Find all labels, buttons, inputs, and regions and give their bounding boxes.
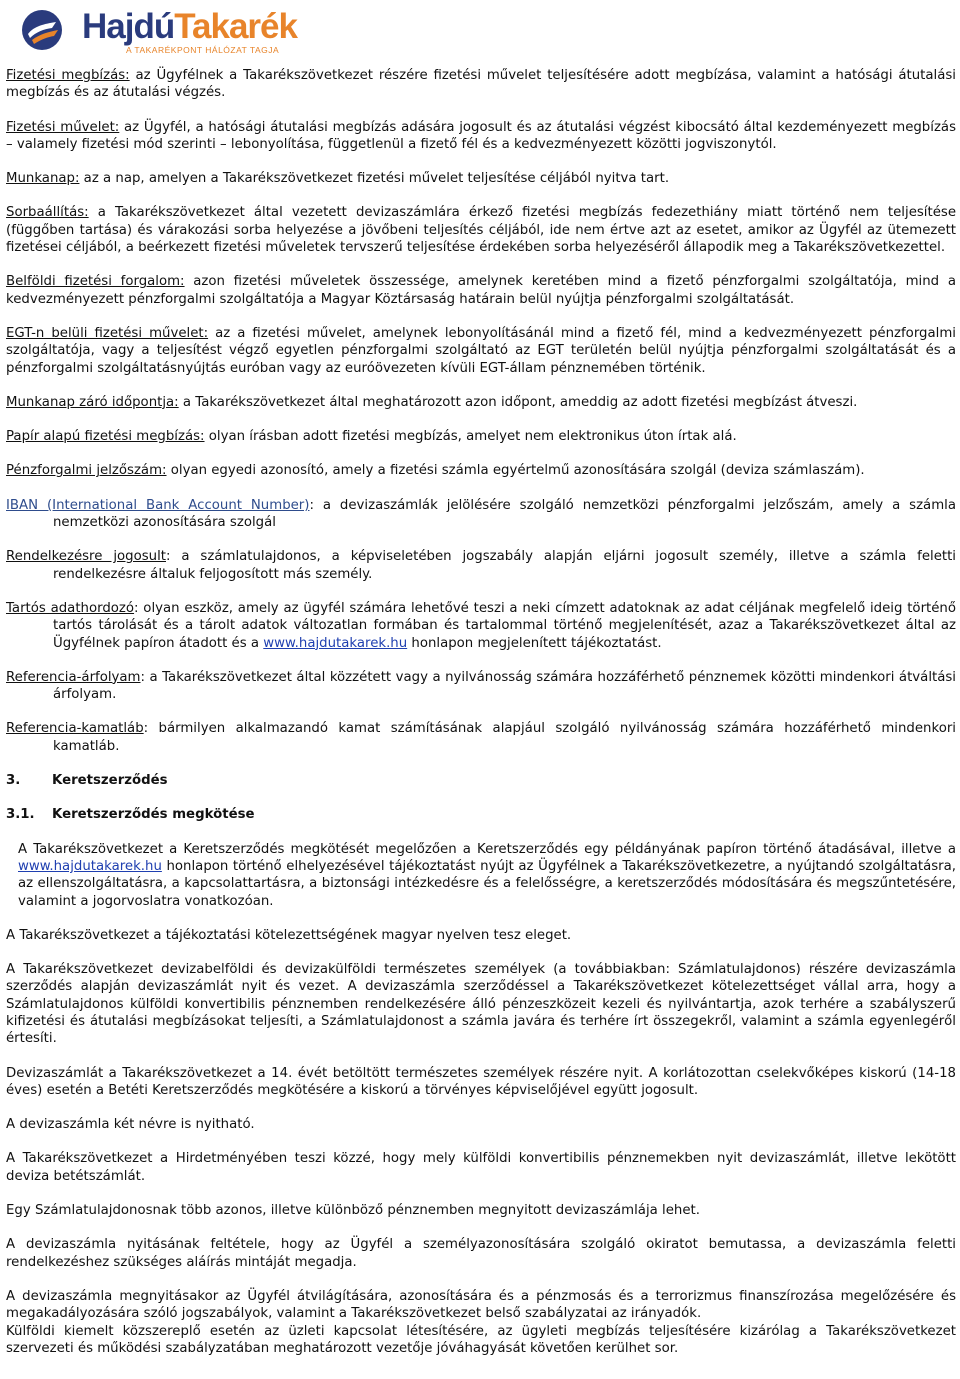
definition-term: Rendelkezésre jogosult xyxy=(6,549,166,565)
definition: Munkanap: az a nap, amelyen a Takarékszövetkezet fizetési művelet teljesítése céljából nyitva tart. xyxy=(6,171,670,187)
definition-term: Sorbaállítás: xyxy=(6,205,89,221)
definition: Papír alapú fizetési megbízás: olyan írásban adott fizetési megbízás, amelyet nem elektronikus úton írtak alá. xyxy=(6,429,737,445)
definition: IBAN (International Bank Account Number): a devizaszámlák jelölésére szolgáló nemzetközi pénzforgalmi jelzőszám, amely a számla nemzetközi azonosítására szolgál xyxy=(6,497,956,531)
definition-term: Belföldi fizetési forgalom: xyxy=(6,274,185,290)
definition-term: Referencia-árfolyam xyxy=(6,669,141,685)
definition-term: Tartós adathordozó xyxy=(6,600,135,616)
definition-term: EGT-n belüli fizetési művelet: xyxy=(6,325,209,341)
definition-term: Fizetési megbízás: xyxy=(6,68,130,83)
paragraph: Külföldi kiemelt közszereplő esetén az üzleti kapcsolat létesítésére, az ügyleti megbízás teljesítésére kizárólag a Takarékszövetkezet szervezeti és működési szabályzatában meghatározott vezetője jóváhagyását követően kerülhet sor. xyxy=(6,1323,956,1356)
definition: Fizetési megbízás: az Ügyfélnek a Takarékszövetkezet részére fizetési művelet teljesítésére adott megbízása, valamint a hatósági átutalási megbízás és az átutalási végzés. xyxy=(6,68,956,101)
section-heading: 3. Keretszerződés xyxy=(6,773,168,789)
definition: Referencia-árfolyam: a Takarékszövetkezet által közzétett vagy a nyilvánosság számára hozzáférhető pénznemek közötti mindenkori átváltási árfolyam. xyxy=(6,669,956,703)
paragraph: A devizaszámla megnyitásakor az Ügyfél átvilágítására, azonosítására és a pénzmosás és a terrorizmus finanszírozása megelőzésére és megakadályozására szóló jogszabályok, valamint a Takarékszövetkezet belső szabályzatai az irányadók. xyxy=(6,1288,956,1322)
definition: Tartós adathordozó: olyan eszköz, amely az ügyfél számára lehetővé teszi a neki címzett adatoknak az adat céljának megfelelő ideig történő tartós tárolását és a tárolt adatok változatlan formában és tartalommal történő megjelenítését, azaz a Takarékszövetkezet által az Ügyfélnek papíron átadott és a www.hajdutakarek.hu honlapon megjelenített tájékoztatást. xyxy=(6,600,956,651)
logo-tagline: A TAKARÉKPONT HÁLÓZAT TAGJA xyxy=(126,45,280,55)
definition: Fizetési művelet: az Ügyfél, a hatósági átutalási megbízás adására jogosult és az átutalási végzést kibocsátó által kezdeményezett megbízás – valamely fizetési mód szerinti – lebonyolítása, függetlenül a fizető fél és a kedvezményezett közötti jogviszonytól. xyxy=(6,119,956,152)
paragraph: A Takarékszövetkezet a tájékoztatási kötelezettségének magyar nyelven tesz eleget. xyxy=(6,927,572,943)
definition-term: Pénzforgalmi jelzőszám: xyxy=(6,463,167,479)
paragraph: A Takarékszövetkezet a Keretszerződés megkötését megelőzően a Keretszerződés egy példányának papíron történő átadásával, illetve a www.hajdutakarek.hu honlapon történő elhelyezésével tájékoztatást nyújt az Ügyfélnek a Takarékszövetkezetre, a nyújtandó szolgáltatásra, az ellenszolgáltatásra, a kapcsolattartásra, a biztonsági intézkedésre és a felelősségre, a keretszerződés módosítására és megszűntetésére, valamint a jogorvoslatra vonatkozóan. xyxy=(18,841,956,909)
definition: Pénzforgalmi jelzőszám: olyan egyedi azonosító, amely a fizetési számla egyértelmű azonosítására szolgál (deviza számlaszám). xyxy=(6,463,865,479)
definition: Belföldi fizetési forgalom: azon fizetési műveletek összessége, amelynek keretében mind a fizető pénzforgalmi szolgáltatója, mind a kedvezményezett pénzforgalmi szolgáltatója a Magyar Köztársaság határain belül nyújtja pénzforgalmi szolgáltatását. xyxy=(6,274,956,307)
paragraph: Devizaszámlát a Takarékszövetkezet a 14. évét betöltött természetes személyek részére nyit. A korlátozottan cselekvőképes kiskorú (14-18 éves) esetén a Betéti Keretszerződés megkötésére a kiskorú a törvényes képviselőjével együtt jogosult. xyxy=(6,1065,956,1098)
definition: Munkanap záró időpontja: a Takarékszövetkezet által meghatározott azon időpont, ameddig az adott fizetési megbízást átveszi. xyxy=(6,394,858,410)
document-body xyxy=(6,67,956,1357)
definition-term: Munkanap: xyxy=(6,171,80,187)
definition-term: Fizetési művelet: xyxy=(6,119,120,135)
website-link[interactable]: www.hajdutakarek.hu xyxy=(263,635,408,651)
paragraph: A Takarékszövetkezet a Hirdetményében teszi közzé, hogy mely külföldi konvertibilis pénznemekben nyit devizaszámlát, illetve lekötött deviza betétszámlát. xyxy=(6,1151,956,1184)
paragraph: Egy Számlatulajdonosnak több azonos, illetve különböző pénznemben megnyitott devizaszámlája lehet. xyxy=(6,1203,700,1219)
definition: Sorbaállítás: a Takarékszövetkezet által vezetett devizaszámlára érkező fizetési megbízás fedezethiány miatt történő nem teljesítése (függőben tartása) és várakozási sorba helyezése a jövőbeni teljesítés céljából, ide nem értve azt az esetet, amikor az Ügyfél az ütemezett fizetései céljából, a beérkezett fizetési műveletek tervszerű teljesítése érdekében sorba helyezéséről állapodik meg a Takarékszövetkezettel. xyxy=(6,205,956,256)
definition-term: IBAN (International Bank Account Number) xyxy=(6,497,310,513)
paragraph: A devizaszámla két névre is nyitható. xyxy=(6,1117,255,1133)
definition-term: Munkanap záró időpontja: xyxy=(6,394,179,410)
definition: Referencia-kamatláb: bármilyen alkalmazandó kamat számításának alapjául szolgáló nyilvánosság számára hozzáférhető mindenkori kamatláb. xyxy=(6,721,956,754)
section-heading: 3.1. Keretszerződés megkötése xyxy=(6,807,255,823)
logo xyxy=(18,4,297,58)
logo-mark-icon xyxy=(20,8,64,52)
definition: EGT-n belüli fizetési művelet: az a fizetési művelet, amelynek lebonyolításánál mind a fizető fél, mind a kedvezményezett pénzforgalmi szolgáltatója, vagy a teljesítést végző egyetlen pénzforgalmi szolgáltató az EGT területén belül nyújtja pénzforgalmi szolgáltatását és a pénzforgalmi szolgáltatásnyújtás euróban vagy az euróövezeten kívüli EGT-állam pénznemében történik. xyxy=(6,325,956,376)
paragraph: A devizaszámla nyitásának feltétele, hogy az Ügyfél a személyazonosítására szolgáló okiratot bemutassa, a devizaszámla feletti rendelkezéshez szükséges aláírás mintáját megadja. xyxy=(6,1237,956,1270)
website-link[interactable]: www.hajdutakarek.hu xyxy=(18,858,162,874)
logo-brand: HajdúTakarék xyxy=(82,7,297,46)
definition: Rendelkezésre jogosult: a számlatulajdonos, a képviseletében jogszabály alapján eljárni jogosult személy, illetve a számla feletti rendelkezésre általuk feljogosított más személy. xyxy=(6,549,957,582)
definition-term: Referencia-kamatláb xyxy=(6,721,144,737)
paragraph: A Takarékszövetkezet devizabelföldi és devizakülföldi természetes személyek (a továbbiakban: Számlatulajdonos) részére devizaszámla szerződés alapján devizaszámlát nyit és vezet. A devizaszámla szerződéssel a Takarékszövetkezet kötelezettséget vállal arra, hogy a Számlatulajdonos külföldi konvertibilis pénznemben rendelkezésére álló pénzeszközeit kezeli és nyilvántartja, azok terhére a szabályszerű kifizetési és átutalási megbízásokat teljesíti, a Számlatulajdonost a számla javára és terhére írt összegekről, valamint a számla egyenlegéről értesíti. xyxy=(6,962,956,1047)
definition-term: Papír alapú fizetési megbízás: xyxy=(6,429,205,445)
